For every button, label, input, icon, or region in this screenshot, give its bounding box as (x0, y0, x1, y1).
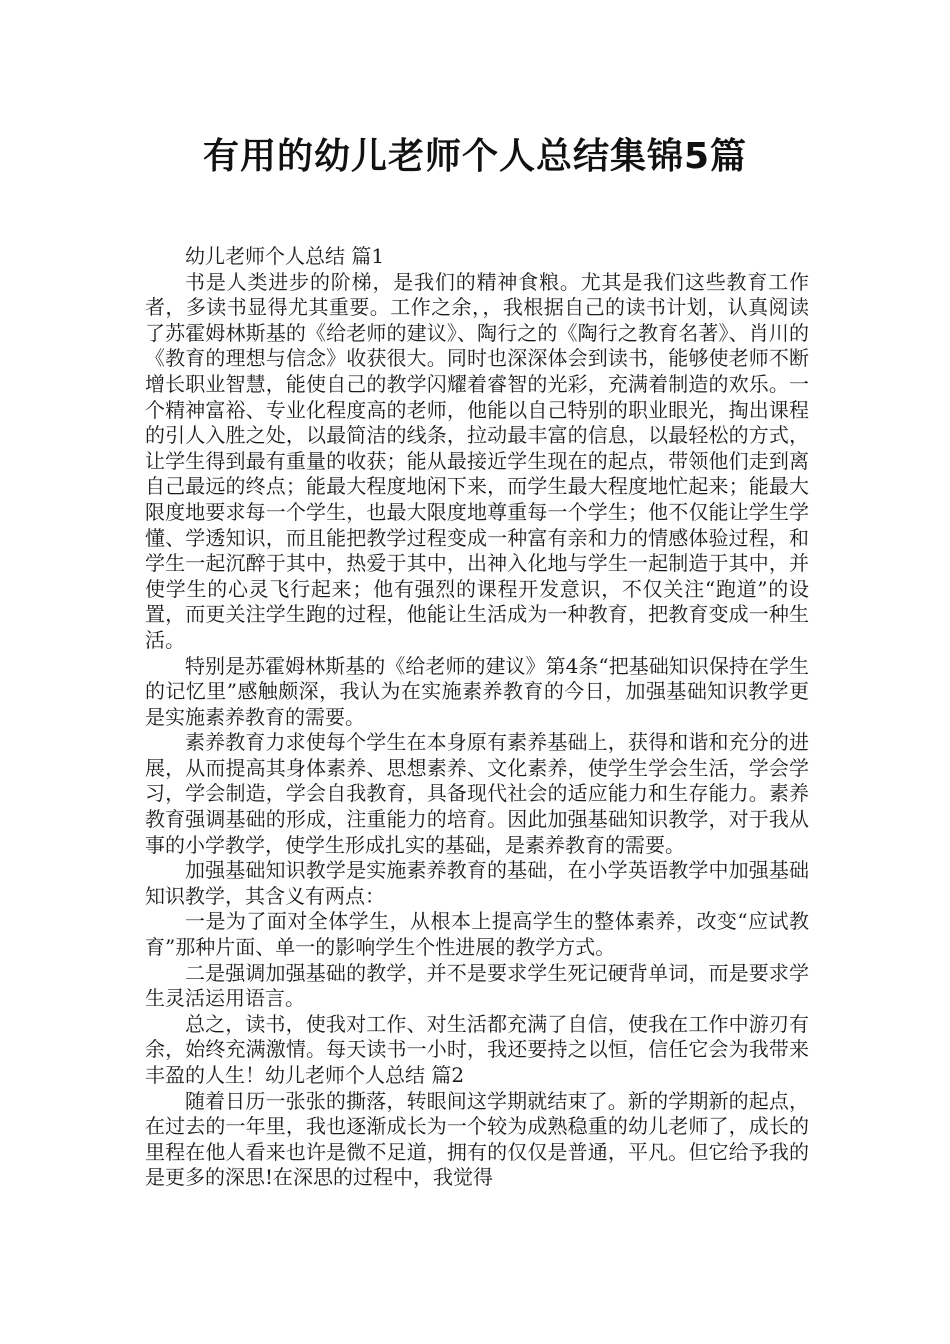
paragraph: 素养教育力求使每个学生在本身原有素养基础上，获得和谐和充分的进展，从而提高其身体素养、思想素养、文化素养，使学生学会生活，学会学习，学会制造，学会自我教育，具备现代社会的适应能力和生存能力。素养教育强调基础的形成，注重能力的培育。因此加强基础知识教学，对于我从事的小学教学，使学生形成扎实的基础，是素养教育的需要。 (145, 730, 809, 857)
document-body (145, 244, 809, 1191)
paragraph: 书是人类进步的阶梯，是我们的精神食粮。尤其是我们这些教育工作者，多读书显得尤其重要。工作之余，，我根据自己的读书计划，认真阅读了苏霍姆林斯基的《给老师的建议》、陶行之的《陶行之教育名著》、肖川的《教育的理想与信念》收获很大。同时也深深体会到读书，能够使老师不断增长职业智慧，能使自己的教学闪耀着睿智的光彩，充满着制造的欢乐。一个精神富裕、专业化程度高的老师，他能以自己特别的职业眼光，掏出课程的引人入胜之处，以最简洁的线条，拉动最丰富的信息，以最轻松的方式，让学生得到最有重量的收获；能从最接近学生现在的起点，带领他们走到离自己最远的终点；能最大程度地闲下来，而学生最大程度地忙起来；能最大限度地要求每一个学生，也最大限度地尊重每一个学生；他不仅能让学生学懂、学透知识，而且能把教学过程变成一种富有亲和力的情感体验过程，和学生一起沉醉于其中，热爱于其中，出神入化地与学生一起制造于其中，并使学生的心灵飞行起来；他有强烈的课程开发意识，不仅关注“跑道”的设置，而更关注学生跑的过程，他能让生活成为一种教育，把教育变成一种生活。 (145, 269, 809, 652)
paragraph: 总之，读书，使我对工作、对生活都充满了自信，使我在工作中游刃有余，始终充满激情。每天读书一小时，我还要持之以恒，信任它会为我带来丰盈的人生！幼儿老师个人总结 篇2 (145, 1011, 809, 1087)
paragraph: 加强基础知识教学是实施素养教育的基础，在小学英语教学中加强基础知识教学，其含义有两点： (145, 858, 809, 908)
paragraph: 随着日历一张张的撕落，转眼间这学期就结束了。新的学期新的起点，在过去的一年里，我也逐渐成长为一个较为成熟稳重的幼儿老师了，成长的里程在他人看来也许是微不足道，拥有的仅仅是普通，平凡。但它给予我的是更多的深思!在深思的过程中，我觉得 (145, 1088, 809, 1190)
paragraph: 一是为了面对全体学生，从根本上提高学生的整体素养，改变“应试教育”那种片面、单一的影响学生个性进展的教学方式。 (145, 909, 809, 960)
paragraph: 特别是苏霍姆林斯基的《给老师的建议》第4条“把基础知识保持在学生的记忆里”感触颇深，我认为在实施素养教育的今日，加强基础知识教学更是实施素养教育的需要。 (145, 653, 809, 729)
document-title: 有用的幼儿老师个人总结集锦5篇 (202, 136, 748, 177)
paragraph: 二是强调加强基础的教学，并不是要求学生死记硬背单词，而是要求学生灵活运用语言。 (145, 960, 809, 1011)
section-heading-1: 幼儿老师个人总结 篇1 (185, 244, 385, 268)
